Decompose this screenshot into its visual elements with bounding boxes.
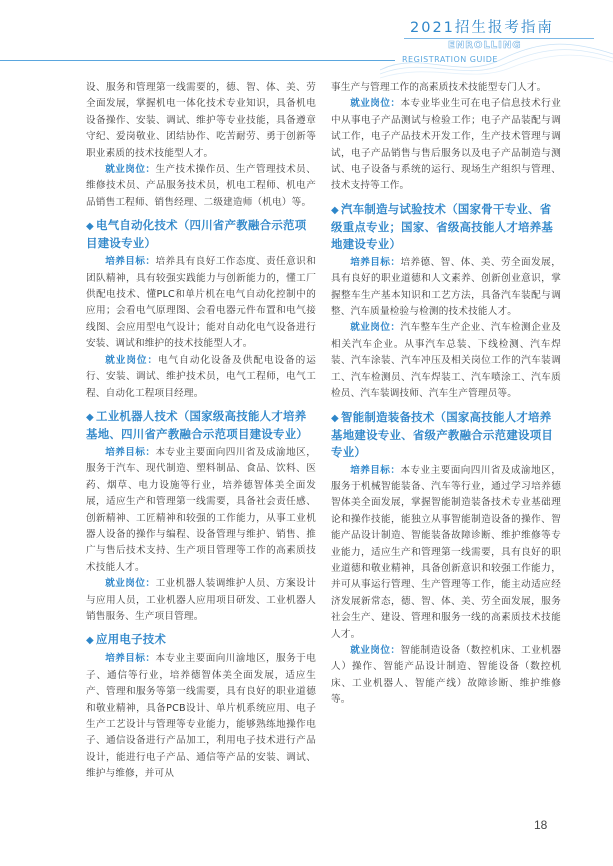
- enrolling-label: ENROLLING: [448, 40, 522, 51]
- jobs-label: 就业岗位：: [105, 164, 156, 176]
- jobs-paragraph: [86, 576, 316, 625]
- goal-label: 培养目标：: [105, 256, 156, 268]
- jobs-label: 就业岗位：: [105, 578, 156, 590]
- goal-label: 培养目标：: [105, 446, 156, 458]
- jobs-label: 就业岗位：: [105, 354, 159, 366]
- header-rule: [0, 60, 395, 61]
- jobs-text: 汽车整车生产企业、汽车检测企业及相关汽车企业。从事汽车总装、下线检测、汽车焊装、汽车涂装、汽车冲压及相关岗位工作的汽车装调工、汽车检测员、汽车焊装工、汽车喷涂工、汽车质检员、汽车装调技师、汽车生产管理员等。: [331, 322, 562, 400]
- diamond-icon: ◆: [86, 635, 94, 647]
- section-title-automotive-manufacturing: ◆ 汽车制造与试验技术（国家骨干专业、省级重点专业；国家、省级高技能人才培养基地建设专业）: [331, 201, 554, 251]
- jobs-paragraph: [86, 162, 316, 211]
- jobs-paragraph: [331, 96, 561, 194]
- section-title-applied-electronics: ◆ 应用电子技术: [86, 632, 167, 647]
- goal-paragraph: [331, 463, 561, 643]
- registration-guide-label: REGISTRATION GUIDE: [402, 55, 498, 64]
- section-title-electrical-automation: ◆ 电气自动化技术（四川省产教融合示范项目建设专业）: [86, 218, 307, 251]
- jobs-label: 就业岗位：: [350, 98, 401, 110]
- goal-label: 培养目标：: [350, 256, 401, 268]
- jobs-text: 智能制造设备（数控机床、工业机器人）操作、智能产品设计制造、智能设备（数控机床、工业机器人、智能产线）故障诊断、维护维修等。: [331, 644, 562, 706]
- diamond-icon: ◆: [331, 412, 339, 424]
- jobs-paragraph: [331, 320, 561, 402]
- section-title-intelligent-manufacturing: ◆ 智能制造装备技术（国家高技能人才培养基地建设专业、省级产教融合示范建设项目专业）: [331, 409, 554, 459]
- goal-text: 本专业主要面向四川省及成渝地区，服务于汽车、现代制造、塑料制品、食品、饮料、医药、烟草、电力设施等行业，培养德智体美全面发展，适应生产和管理第一线需要，具备社会责任感、创新精神、工匠精神和较强的工作能力，从事工业机器人设备的操作与编程、设备管理与维护、销售、推广与售后技术支持、生产项目管理等工作的高素质技术技能人才。: [86, 446, 317, 573]
- diamond-icon: ◆: [331, 204, 339, 216]
- header-title-underline: [404, 38, 594, 39]
- goal-text: 培养具有良好工作态度、责任意识和团队精神，具有较强实践能力与创新能力的，懂工厂供配电技术、懂PLC和单片机在电气自动化控制中的应用；会看电气原理图、会看电器元件布置和电气接线图、会应用型电气设计；能对自动化电气设备进行安装、调试和维护的技术技能型人才。: [86, 256, 317, 350]
- goal-text: 本专业主要面向川渝地区，服务于电子、通信等行业，培养德智体美全面发展，适应生产、管理和服务等第一线需要，具有良好的职业道德和敬业精神，具备PCB设计、单片机系统应用、电子生产工艺设计与管理等专业能力，能够熟练地操作电子、通信设备进行产品加工，利用电子技术进行产品设计，能进行电子产品、通信等产品的安装、调试、维护与维修，并可从: [86, 653, 317, 780]
- goal-text: 本专业主要面向四川省及成渝地区，服务于机械智能装备、汽车等行业，通过学习培养德智体美全面发展，掌握智能制造装备技术专业基础理论和操作技能，能独立从事智能制造设备的操作、智能产品设计制造、智能装备故障诊断、维护维修等专业能力，适应生产和管理第一线需要，具有良好的职业道德和敬业精神，具备创新意识和较强工作能力，并可从事运行管理、生产管理等工作，能主动适应经济发展新常态，德、智、体、美、劳全面发展，服务社会生产、建设、管理和服务一线的高素质技术技能人才。: [331, 464, 562, 640]
- diamond-icon: ◆: [86, 411, 94, 423]
- goal-label: 培养目标：: [350, 464, 401, 476]
- page-header: [0, 0, 613, 80]
- jobs-paragraph: [331, 643, 561, 709]
- right-column: [331, 80, 561, 709]
- jobs-label: 就业岗位：: [350, 322, 401, 334]
- goal-paragraph: [331, 255, 561, 321]
- diamond-icon: ◆: [86, 221, 94, 233]
- jobs-text: 工业机器人装调维护人员、方案设计与应用人员，工业机器人应用项目研发、工业机器人销售服务、生产项目管理。: [86, 578, 317, 622]
- goal-text: 培养德、智、体、美、劳全面发展，具有良好的职业道德和人文素养、创新创业意识，掌握整车生产基本知识和工艺方法，具备汽车装配与调整、汽车质量检验与检测的技术技能人才。: [331, 256, 562, 318]
- goal-paragraph: [86, 254, 316, 352]
- jobs-text: 本专业毕业生可在电子信息技术行业中从事电子产品测试与检验工作；电子产品装配与调试工作，电子产品技术开发工作，生产技术管理与调试，电子产品销售与售后服务以及电子产品制造与测试、电子设备与系统的运行、现场生产组织与管理、技术支持等工作。: [331, 98, 562, 192]
- left-column: [86, 80, 316, 783]
- goal-paragraph: [86, 651, 316, 782]
- goal-label: 培养目标：: [105, 653, 156, 665]
- continued-paragraph: 事生产与管理工作的高素质技术技能型专门人才。: [331, 82, 547, 93]
- section-title-industrial-robot: ◆ 工业机器人技术（国家级高技能人才培养基地、四川省产教融合示范项目建设专业）: [86, 408, 309, 441]
- guide-title: 2021招生报考指南: [410, 20, 554, 36]
- intro-paragraph: 设、服务和管理第一线需要的，德、智、体、美、劳全面发展，掌握机电一体化技术专业知识，具备机电设备操作、安装、调试、维护等专业技能，具备遵章守纪、爱岗敬业、团结协作、吃苦耐劳、勇于创新等职业素质的技术技能型人才。: [86, 82, 316, 159]
- page-number: 18: [534, 818, 548, 832]
- goal-paragraph: [86, 445, 316, 576]
- jobs-text: 生产技术操作员、生产管理技术员、维修技术员、产品服务技术员，机电工程师、机电产品销售工程师、销售经理、二级建造师（机电）等。: [86, 164, 317, 208]
- jobs-paragraph: [86, 353, 316, 402]
- jobs-text: 电气自动化设备及供配电设备的运行、安装、调试、维护技术员，电气工程师，电气工程、自动化工程项目经理。: [86, 354, 317, 399]
- jobs-label: 就业岗位：: [350, 644, 401, 656]
